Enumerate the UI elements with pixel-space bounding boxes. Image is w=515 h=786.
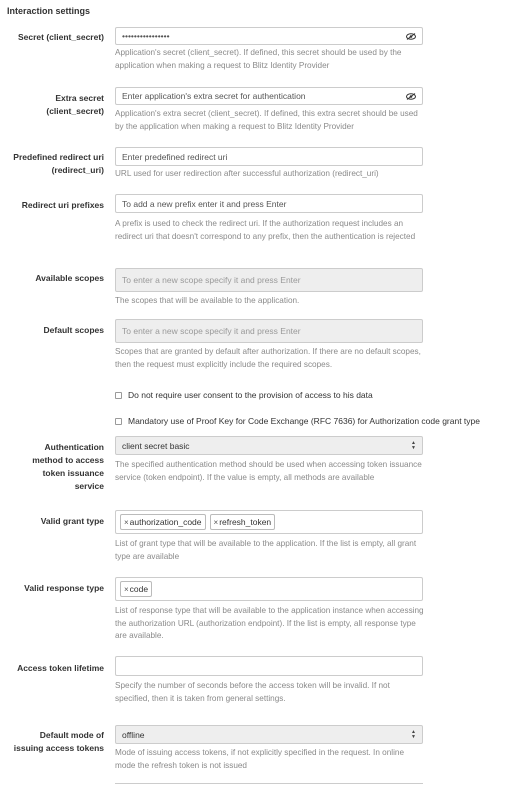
grant-type-label: Valid grant type (40, 516, 104, 526)
redirect-prefixes-label: Redirect uri prefixes (21, 200, 104, 210)
remove-tag-icon[interactable]: × (124, 584, 129, 594)
extra-secret-label-line1: Extra secret (55, 93, 104, 103)
token-mode-label (14, 729, 104, 755)
eye-icon[interactable] (406, 33, 416, 40)
extra-secret-label-line2: (client_secret) (46, 106, 104, 116)
eye-icon[interactable] (406, 93, 416, 100)
default-scopes-help: Scopes that are granted by default after authorization. If there are no default scopes, then the request must explicitly include the required scopes. (115, 347, 421, 369)
token-mode-help: Mode of issuing access tokens, if not explicitly specified in the request. In online mode the refresh token is not issued (115, 748, 404, 770)
grant-type-tag-label: authorization_code (129, 517, 202, 527)
redirect-uri-label (13, 151, 104, 177)
token-mode-label-line1: Default mode of (39, 730, 104, 740)
token-mode-select[interactable] (115, 725, 423, 744)
select-arrows-icon: ▲ ▼ (411, 728, 416, 740)
grant-type-tag[interactable] (210, 514, 276, 530)
available-scopes-input (115, 268, 423, 292)
available-scopes-label: Available scopes (35, 273, 104, 283)
default-scopes-placeholder: To enter a new scope specify it and press Enter (122, 326, 301, 336)
secret-label: Secret (client_secret) (18, 32, 104, 42)
pkce-checkbox-label: Mandatory use of Proof Key for Code Exchange (RFC 7636) for Authorization code grant type (128, 416, 480, 426)
auth-method-label-line2: method to access (32, 455, 104, 465)
remove-tag-icon[interactable]: × (124, 517, 129, 527)
select-arrows-icon: ▲ ▼ (411, 439, 416, 451)
redirect-uri-label-line1: Predefined redirect uri (13, 152, 104, 162)
auth-method-select[interactable] (115, 436, 423, 455)
default-scopes-label: Default scopes (43, 325, 104, 335)
redirect-prefixes-placeholder: To add a new prefix enter it and press Enter (122, 198, 287, 209)
redirect-prefixes-input[interactable] (115, 194, 423, 213)
redirect-uri-label-line2: (redirect_uri) (51, 165, 104, 175)
redirect-prefixes-help: A prefix is used to check the redirect uri. If the authorization request includes an redirect uri that doesn't correspond to any prefix, then the authentication is rejected (115, 219, 416, 241)
grant-type-tag[interactable] (120, 514, 206, 530)
secret-field[interactable] (115, 27, 423, 45)
grant-type-tag-label: refresh_token (219, 517, 272, 527)
consent-checkbox-label: Do not require user consent to the provision of access to his data (128, 390, 373, 400)
section-title: Interaction settings (7, 6, 91, 16)
auth-method-label-line4: service (74, 481, 104, 491)
available-scopes-help: The scopes that will be available to the application. (115, 296, 300, 305)
response-type-label: Valid response type (24, 583, 104, 593)
redirect-uri-help: URL used for user redirection after successful authorization (redirect_uri) (115, 169, 379, 178)
redirect-uri-placeholder: Enter predefined redirect uri (122, 151, 228, 162)
token-mode-value: offline (122, 729, 145, 740)
secret-value: •••••••••••••••• (122, 31, 170, 41)
token-mode-label-line2: issuing access tokens (13, 743, 104, 753)
token-lifetime-input[interactable] (115, 656, 423, 676)
pkce-checkbox[interactable] (115, 416, 480, 426)
auth-method-label-line1: Authentication (44, 442, 104, 452)
extra-secret-field[interactable] (115, 87, 423, 105)
redirect-uri-input[interactable] (115, 147, 423, 166)
extra-secret-label (46, 92, 104, 118)
extra-secret-help: Application's extra secret (client_secret). If defined, this extra secret should be used by the application when making a request to Blitz Identity Provider (115, 109, 418, 131)
default-scopes-input (115, 319, 423, 343)
secret-help: Application's secret (client_secret). If defined, this secret should be used by the application when making a request to Blitz Identity Provider (115, 48, 402, 70)
response-type-tags-input[interactable] (115, 577, 423, 601)
response-type-tag-label: code (129, 584, 149, 594)
consent-checkbox[interactable] (115, 390, 373, 400)
extra-secret-placeholder: Enter application's extra secret for authentication (122, 91, 306, 101)
auth-method-label-line3: token issuance (42, 468, 104, 478)
remove-tag-icon[interactable]: × (213, 517, 219, 527)
auth-method-label (32, 441, 104, 493)
token-lifetime-label: Access token lifetime (17, 663, 104, 673)
auth-method-help: The specified authentication method should be used when accessing token issuance service (token endpoint). If the value is empty, all methods are available (115, 460, 422, 482)
auth-method-value: client secret basic (122, 440, 190, 451)
token-lifetime-help: Specify the number of seconds before the access token will be invalid. If not specified, then it is taken from general settings. (115, 681, 390, 703)
grant-type-help: List of grant type that will be available to the application. If the list is empty, all grant type are available (115, 539, 417, 561)
next-field-edge (115, 783, 423, 784)
response-type-tag[interactable] (120, 581, 152, 597)
available-scopes-placeholder: To enter a new scope specify it and press Enter (122, 275, 301, 285)
response-type-help: List of response type that will be available to the application instance when accessing the authorization URL (authorization endpoint). If the list is empty, all response type are available. (115, 606, 424, 640)
grant-type-tags-input[interactable] (115, 510, 423, 534)
checkbox-box[interactable] (115, 418, 122, 425)
checkbox-box[interactable] (115, 392, 122, 399)
